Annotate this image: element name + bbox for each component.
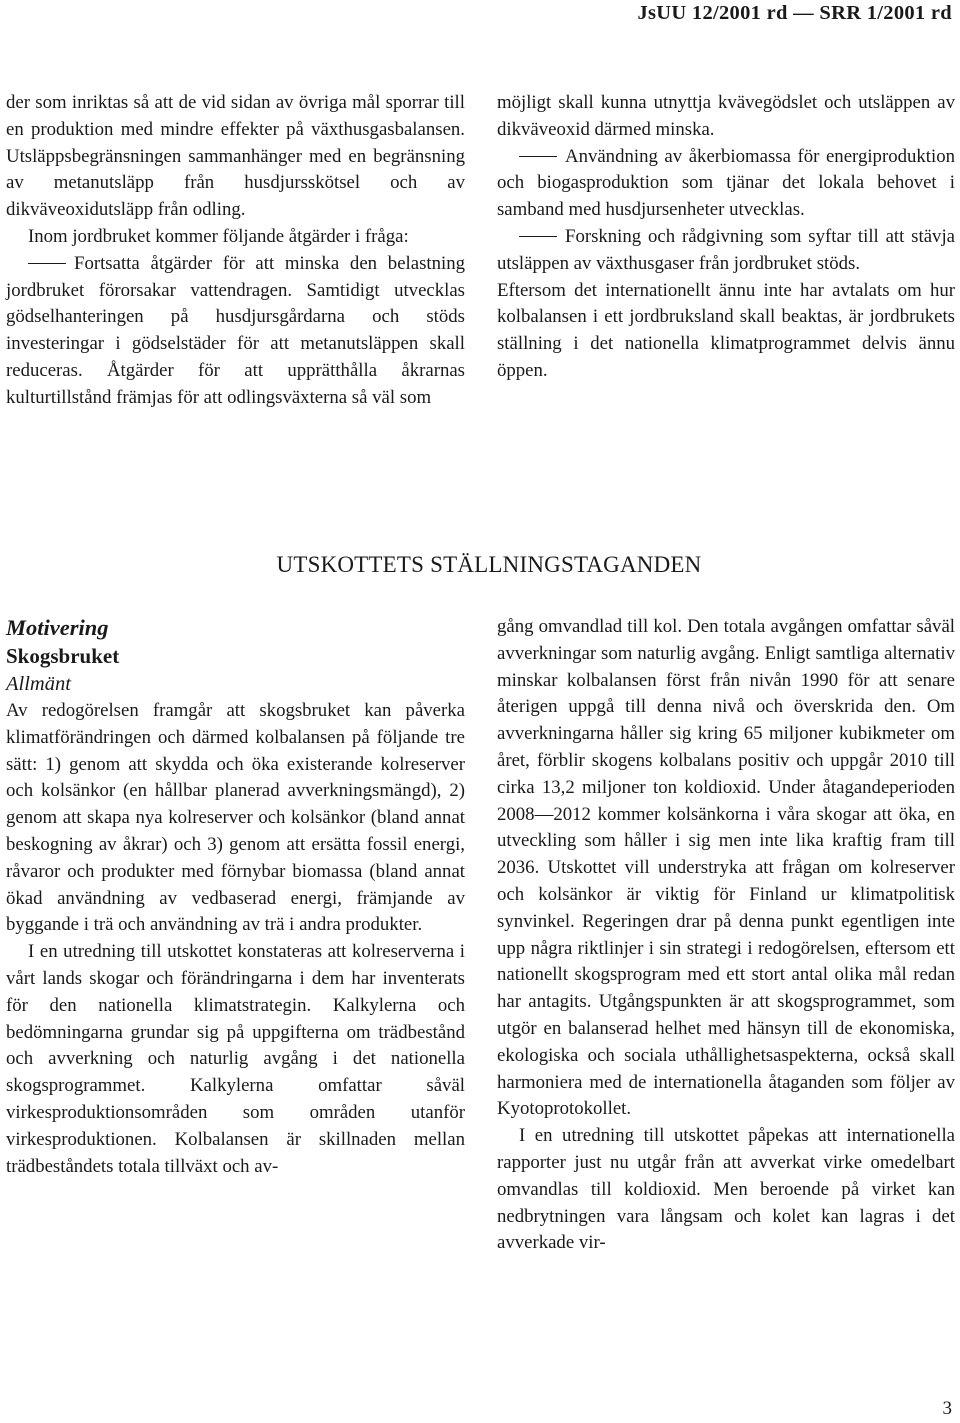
list-item-text: Fortsatta åtgärder för att minska den belastning jordbruket förorsakar vattendragen. Samtidigt utvecklas gödselhanteringen på husdjursgårdarna och stöds investeringar i gödselstäder för att metanutsläppen skall reduceras. Åtgärder för att upprätthålla åkrarnas kulturtillstånd främjas för att odlingsväxterna så väl som xyxy=(6,252,465,408)
bottom-left-column xyxy=(6,614,465,1180)
paragraph: gång omvandlad till kol. Den totala avgången omfattar såväl avverkningar som naturlig avgång. Enligt samtliga alternativ minskar kolbalansen först från nivån 1990 för att senare återigen uppgå till denna nivå och överskrida den. Om avverkningarna håller sig kring 65 miljoner kubikmeter om året, förblir skogens kolbalans positiv och uppgår 2010 till cirka 13,2 miljoner ton koldioxid. Under åtagandeperioden 2008—2012 kommer kolsänkorna i våra skogar att öka, en utveckling som håller i sig men inte lika kraftig fram till 2036. Utskottet vill understryka att frågan om kolreserver och kolsänkor är viktig för Finland ur klimatpolitisk synvinkel. Regeringen drar på denna punkt egentligen inte upp några riktlinjer i sin strategi i redogörelsen, eftersom ett nationellt skogsprogram med ett stort antal olika mål redan har antagits. Utgångspunkten är att skogsprogrammet, som utgör en balanserad helhet med hänsyn till de ekonomiska, ekologiska och sociala uthållighetsaspekterna, också skall harmoniera med de internationella åtaganden som följer av Kyotoprotokollet. xyxy=(497,616,955,1120)
list-item-text: Forskning och rådgivning som syftar till att stävja utsläppen av växthusgaser från jordbruket stöds. xyxy=(497,225,955,274)
heading-allmant: Allmänt xyxy=(6,673,71,695)
bottom-right-column xyxy=(497,614,955,1257)
paragraph: Inom jordbruket kommer följande åtgärder i fråga: xyxy=(28,225,409,247)
em-dash-icon xyxy=(519,156,557,157)
list-item-text: Användning av åkerbiomassa för energiproduktion och biogasproduktion som tjänar det lokala behovet i samband med husdjursenheter utvecklas. xyxy=(497,145,955,221)
dash-list-item xyxy=(6,251,465,412)
paragraph: der som inriktas så att de vid sidan av övriga mål sporrar till en produktion med mindre effekter på växthusgasbalansen. Utsläppsbegränsningen sammanhänger med en begränsning av metanutsläpp från husdjursskötsel och av dikväveoxidutsläpp från odling. xyxy=(6,92,465,221)
dash-list-item xyxy=(497,224,955,278)
paragraph: I en utredning till utskottet påpekas att internationella rapporter just nu utgår från att avverkat virke omedelbart omvandlas till koldioxid. Men beroende på virket kan nedbrytningen vara långsam och kolet kan lagras i det avverkade vir- xyxy=(497,1125,955,1254)
heading-skogsbruket: Skogsbruket xyxy=(6,644,120,668)
page-number: 3 xyxy=(942,1398,952,1419)
top-left-column xyxy=(6,90,465,412)
paragraph: Eftersom det internationellt ännu inte har avtalats om hur kolbalansen i ett jordbruksland skall beaktas, är jordbrukets ställning i det nationella klimatprogrammet delvis ännu öppen. xyxy=(497,279,955,381)
paragraph: Av redogörelsen framgår att skogsbruket kan påverka klimatförändringen och därmed kolbalansen på följande tre sätt: 1) genom att skydda och öka existerande kolreserver och kolsänkor (en hållbar planerad avverkningsmängd), 2) genom att skapa nya kolreserver och kolsänkor (bland annat beskogning av åkrar) och 3) genom att ersätta fossil energi, råvaror och produkter med förnybar biomassa (bland annat ökad användning av vedbaserad energi, främjande av byggande i trä och användning av trä i andra produkter. xyxy=(6,700,465,936)
section-heading: UTSKOTTETS STÄLLNINGSTAGANDEN xyxy=(276,552,702,577)
dash-list-item xyxy=(497,144,955,224)
paragraph: I en utredning till utskottet konstateras att kolreserverna i vårt lands skogar och förändringarna i dem har inventerats för den nationella klimatstrategin. Kalkylerna och bedömningarna grundar sig på uppgifterna om trädbestånd och avverkning och naturlig avgång i det nationella skogsprogrammet. Kalkylerna omfattar såväl virkesproduktionsområden som områden utanför virkesproduktionen. Kolbalansen är skillnaden mellan trädbeståndets totala tillväxt och av- xyxy=(6,941,465,1177)
heading-motivering: Motivering xyxy=(6,615,109,640)
top-right-column xyxy=(497,90,955,385)
em-dash-icon xyxy=(519,236,557,237)
paragraph: möjligt skall kunna utnyttja kvävegödslet och utsläppen av dikväveoxid därmed minska. xyxy=(497,92,955,140)
running-header: JsUU 12/2001 rd — SRR 1/2001 rd xyxy=(637,2,952,24)
em-dash-icon xyxy=(28,263,66,264)
